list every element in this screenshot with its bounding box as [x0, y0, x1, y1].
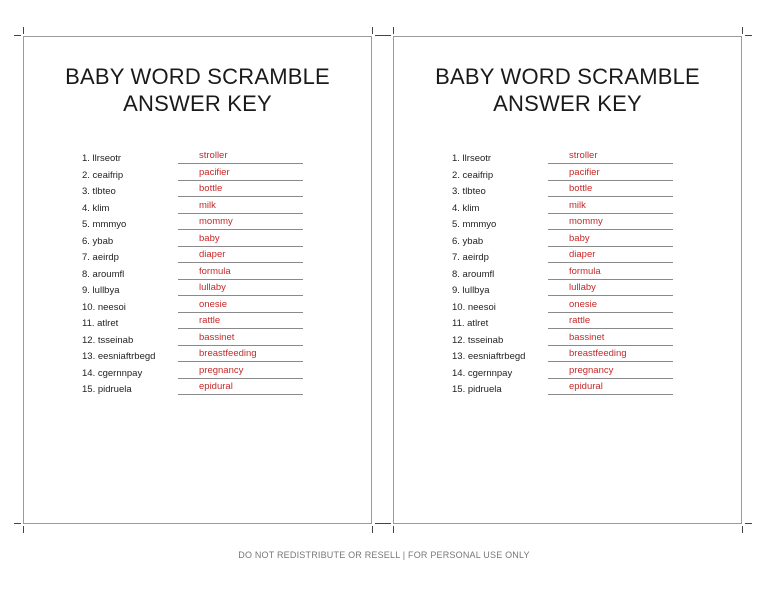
- answer-line: [178, 233, 303, 247]
- list-item: [82, 233, 312, 250]
- answer-line: [178, 381, 303, 395]
- scrambled-word: 5. mmmyo: [82, 219, 127, 230]
- answer-line: [178, 282, 303, 296]
- scrambled-word: 2. ceaifrip: [452, 169, 494, 181]
- answer-word: baby: [569, 232, 590, 244]
- answer-line: [548, 249, 673, 263]
- scrambled-word: 3. tlbteo: [82, 186, 116, 197]
- answer-word: mommy: [569, 216, 603, 227]
- list-item: [82, 167, 312, 184]
- crop-mark: [745, 523, 752, 524]
- crop-mark: [23, 526, 24, 533]
- scrambled-word: 4. klim: [82, 202, 110, 214]
- answer-word: epidural: [569, 381, 603, 392]
- answer-word: diaper: [199, 249, 226, 260]
- card-title-line-2: ANSWER KEY: [123, 91, 272, 116]
- list-item: [82, 365, 312, 382]
- answer-word: mommy: [199, 216, 233, 227]
- card-title-line-1: BABY WORD SCRAMBLE: [435, 64, 700, 89]
- answer-line: [548, 266, 673, 280]
- scrambled-word: 8. aroumfl: [452, 268, 495, 280]
- scrambled-word: 10. neesoi: [452, 301, 496, 313]
- answer-line: [548, 150, 673, 164]
- answer-word: onesie: [199, 298, 227, 310]
- scrambled-word: 15. pidruela: [82, 384, 132, 395]
- answer-word: epidural: [199, 381, 233, 392]
- list-item: [452, 167, 682, 184]
- scrambled-word: 13. eesniaftrbegd: [82, 351, 156, 362]
- scrambled-word: 8. aroumfl: [82, 268, 125, 280]
- card-title: [24, 63, 371, 117]
- answer-line: [548, 216, 673, 230]
- scrambled-word: 5. mmmyo: [452, 219, 497, 230]
- list-item: [452, 150, 682, 167]
- crop-mark: [372, 27, 373, 34]
- list-item: [82, 348, 312, 365]
- list-item: [452, 233, 682, 250]
- answer-word: stroller: [199, 150, 228, 161]
- list-item: [452, 315, 682, 332]
- answer-word: bottle: [569, 183, 593, 194]
- list-item: [452, 365, 682, 382]
- answer-word: bassinet: [199, 331, 235, 343]
- answer-line: [178, 315, 303, 329]
- answer-line: [548, 200, 673, 214]
- answer-line: [178, 348, 303, 362]
- list-item: [452, 216, 682, 233]
- scrambled-word: 1. llrseotr: [452, 153, 492, 164]
- answer-line: [548, 233, 673, 247]
- list-item: [82, 332, 312, 349]
- list-item: [452, 249, 682, 266]
- list-item: [82, 183, 312, 200]
- scrambled-word: 6. ybab: [452, 235, 484, 247]
- list-item: [452, 348, 682, 365]
- list-item: [82, 266, 312, 283]
- answer-word: bassinet: [569, 331, 605, 343]
- list-item: [452, 183, 682, 200]
- crop-mark: [742, 526, 743, 533]
- list-item: [82, 282, 312, 299]
- answer-word: onesie: [569, 298, 597, 310]
- answer-word: bottle: [199, 183, 223, 194]
- crop-mark: [745, 35, 752, 36]
- scrambled-word: 1. llrseotr: [82, 153, 122, 164]
- answer-word: lullaby: [199, 282, 226, 293]
- scrambled-word: 2. ceaifrip: [82, 169, 124, 181]
- scrambled-word: 14. cgernnpay: [452, 367, 513, 379]
- crop-mark: [375, 35, 391, 36]
- list-item: [82, 381, 312, 398]
- scrambled-word: 7. aeirdp: [452, 252, 489, 263]
- list-item: [82, 299, 312, 316]
- answer-line: [548, 381, 673, 395]
- answer-list: [452, 150, 682, 398]
- answer-word: milk: [199, 199, 216, 211]
- crop-mark: [14, 35, 21, 36]
- card-title-line-2: ANSWER KEY: [493, 91, 642, 116]
- list-item: [452, 266, 682, 283]
- answer-line: [178, 332, 303, 346]
- answer-word: pregnancy: [199, 364, 244, 376]
- answer-word: baby: [199, 232, 220, 244]
- crop-mark: [393, 27, 394, 34]
- answer-line: [178, 216, 303, 230]
- answer-word: rattle: [569, 315, 591, 326]
- answer-key-card-left: [23, 36, 372, 524]
- answer-line: [178, 299, 303, 313]
- scrambled-word: 11. atlret: [452, 318, 489, 329]
- scrambled-word: 12. tsseinab: [452, 334, 504, 346]
- answer-line: [548, 183, 673, 197]
- list-item: [452, 200, 682, 217]
- list-item: [82, 200, 312, 217]
- list-item: [82, 216, 312, 233]
- answer-line: [548, 167, 673, 181]
- answer-word: pacifier: [199, 166, 230, 178]
- list-item: [82, 249, 312, 266]
- list-item: [82, 315, 312, 332]
- answer-line: [548, 348, 673, 362]
- answer-word: breastfeeding: [199, 348, 257, 359]
- crop-mark: [393, 526, 394, 533]
- crop-mark: [375, 523, 391, 524]
- scrambled-word: 6. ybab: [82, 235, 114, 247]
- list-item: [452, 282, 682, 299]
- card-title: [394, 63, 741, 117]
- answer-word: milk: [569, 199, 586, 211]
- answer-line: [178, 150, 303, 164]
- answer-line: [548, 299, 673, 313]
- answer-line: [178, 183, 303, 197]
- scrambled-word: 12. tsseinab: [82, 334, 134, 346]
- scrambled-word: 4. klim: [452, 202, 480, 214]
- footer-notice: DO NOT REDISTRIBUTE OR RESELL | FOR PERSONAL USE ONLY: [238, 550, 530, 560]
- list-item: [452, 381, 682, 398]
- answer-word: breastfeeding: [569, 348, 627, 359]
- scrambled-word: 15. pidruela: [452, 384, 502, 395]
- answer-line: [548, 365, 673, 379]
- scrambled-word: 10. neesoi: [82, 301, 126, 313]
- answer-word: diaper: [569, 249, 596, 260]
- crop-mark: [742, 27, 743, 34]
- list-item: [82, 150, 312, 167]
- scrambled-word: 11. atlret: [82, 318, 119, 329]
- scrambled-word: 13. eesniaftrbegd: [452, 351, 526, 362]
- answer-line: [178, 266, 303, 280]
- answer-word: pregnancy: [569, 364, 614, 376]
- answer-word: stroller: [569, 150, 598, 161]
- card-title-line-1: BABY WORD SCRAMBLE: [65, 64, 330, 89]
- list-item: [452, 332, 682, 349]
- answer-word: formula: [199, 265, 231, 277]
- answer-line: [548, 282, 673, 296]
- answer-list: [82, 150, 312, 398]
- scrambled-word: 9. lullbya: [82, 285, 120, 296]
- scrambled-word: 7. aeirdp: [82, 252, 119, 263]
- crop-mark: [23, 27, 24, 34]
- answer-word: lullaby: [569, 282, 596, 293]
- answer-line: [548, 315, 673, 329]
- answer-key-card-right: [393, 36, 742, 524]
- answer-word: pacifier: [569, 166, 600, 178]
- answer-line: [178, 200, 303, 214]
- answer-word: rattle: [199, 315, 221, 326]
- answer-line: [178, 249, 303, 263]
- answer-line: [548, 332, 673, 346]
- answer-line: [178, 167, 303, 181]
- crop-mark: [14, 523, 21, 524]
- scrambled-word: 14. cgernnpay: [82, 367, 143, 379]
- answer-line: [178, 365, 303, 379]
- scrambled-word: 9. lullbya: [452, 285, 490, 296]
- crop-mark: [372, 526, 373, 533]
- scrambled-word: 3. tlbteo: [452, 186, 486, 197]
- list-item: [452, 299, 682, 316]
- answer-word: formula: [569, 265, 601, 277]
